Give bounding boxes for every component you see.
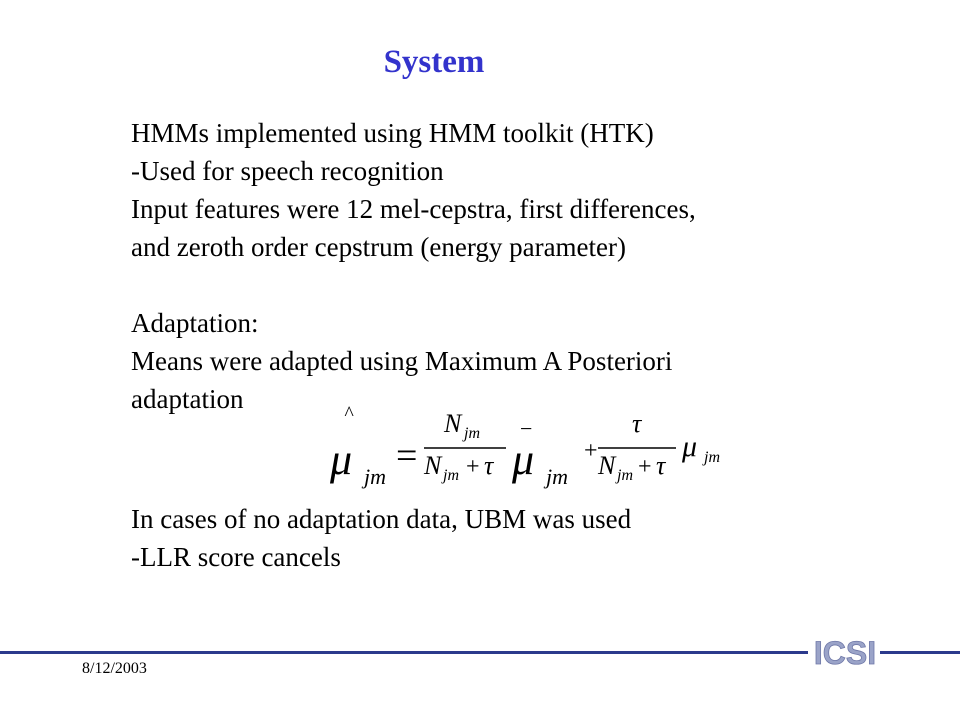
formula-plus: + (638, 454, 652, 480)
formula-plus: + (584, 438, 598, 464)
formula-tau: τ (484, 451, 494, 480)
body-line: adaptation (131, 384, 244, 414)
slide-date: 8/12/2003 (82, 660, 147, 677)
formula-subscript: jm (704, 449, 720, 466)
formula-subscript: jm (443, 467, 459, 484)
formula-tau: τ (632, 409, 642, 438)
body-line: and zeroth order cepstrum (energy parameter) (131, 232, 627, 262)
formula-plus: + (466, 454, 480, 480)
icsi-logo (810, 626, 880, 678)
body-line: Adaptation: (131, 308, 259, 338)
formula-mu: μ (682, 430, 698, 463)
body-line: -LLR score cancels (131, 542, 341, 572)
formula-subscript: jm (617, 467, 633, 484)
formula-tau: τ (656, 451, 666, 480)
formula-N: N (424, 451, 442, 480)
slide-lower-body (131, 500, 631, 576)
formula-hat: ^ (344, 403, 353, 425)
formula-N: N (444, 409, 462, 438)
formula-subscript: jm (546, 464, 568, 489)
formula-equals: = (396, 435, 418, 477)
formula-bar: − (520, 416, 533, 441)
body-line: Input features were 12 mel-cepstra, first differences, (131, 194, 696, 224)
formula-mu-hat: μ (330, 435, 353, 484)
slide-title: System (383, 44, 485, 80)
body-line: -Used for speech recognition (131, 156, 444, 186)
body-gap (131, 266, 891, 304)
formula-mu-bar: μ (512, 435, 535, 484)
formula-subscript: jm (464, 425, 480, 442)
body-line: In cases of no adaptation data, UBM was used (131, 504, 632, 534)
footer-divider (0, 651, 808, 654)
slide-body (131, 114, 891, 418)
formula-N: N (598, 451, 616, 480)
footer-divider (880, 651, 960, 654)
logo-lettering: ICSI (813, 635, 877, 671)
map-adaptation-formula (320, 398, 740, 490)
body-line: Means were adapted using Maximum A Posteriori (131, 346, 673, 376)
formula-subscript: jm (364, 464, 386, 489)
body-line: HMMs implemented using HMM toolkit (HTK) (131, 118, 654, 148)
